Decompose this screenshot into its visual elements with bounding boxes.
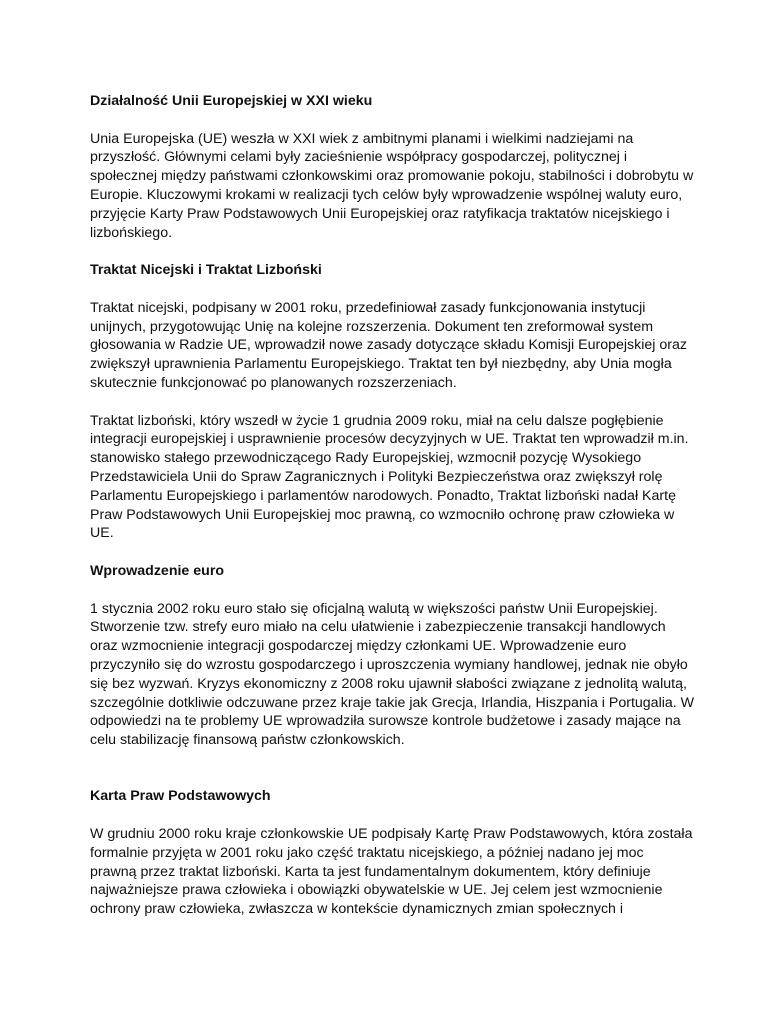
text-line: 1 stycznia 2002 roku euro stało się oficjalną walutą w większości państw Unii Europejskiej.	[90, 600, 658, 617]
text-line: ochrony praw człowieka, zwłaszcza w kontekście dynamicznych zmian społecznych i	[90, 901, 624, 918]
text-line: Traktat lizboński, który wszedł w życie 1 grudnia 2009 roku, miał na celu dalsze pogłębienie	[90, 412, 664, 429]
blank-line	[90, 769, 690, 788]
text-line: W grudniu 2000 roku kraje członkowskie UE podpisały Kartę Praw Podstawowych, która została	[90, 826, 693, 843]
text-line: stanowisko stałego przewodniczącego Rady Europejskiej, wzmocnił pozycję Wysokiego	[90, 450, 642, 467]
document-page	[90, 92, 695, 938]
text-line: formalnie przyjęta w 2001 roku jako część traktatu nicejskiego, a później nadano jej moc	[90, 844, 644, 861]
text-line: Traktat nicejski, podpisany w 2001 roku, przedefiniował zasady funkcjonowania instytucji	[90, 299, 646, 316]
text-line: Parlamentu Europejskiego i parlamentów narodowych. Ponadto, Traktat lizboński nadał Kartę	[90, 487, 676, 504]
text-line: unijnych, przygotowując Unię na kolejne rozszerzenia. Dokument ten zreformował system	[90, 318, 654, 335]
text-line: lizbońskiego.	[90, 224, 173, 241]
text-line: przyjęcie Karty Praw Podstawowych Unii Europejskiej oraz ratyfikacja traktatów nicejskiego i	[90, 205, 670, 222]
section-heading-charter: Karta Praw Podstawowych	[90, 788, 271, 805]
text-line: Przedstawiciela Unii do Spraw Zagranicznych i Polityki Bezpieczeństwa oraz zwiększył rolę	[90, 468, 663, 485]
text-line: UE.	[90, 525, 114, 542]
paragraph-lisbon-treaty	[90, 412, 690, 544]
text-line: Unia Europejska (UE) weszła w XXI wiek z ambitnymi planami i wielkimi nadziejami na	[90, 130, 634, 147]
section-heading-treaties: Traktat Nicejski i Traktat Lizboński	[90, 262, 322, 279]
text-line: celu stabilizację finansową państw członkowskich.	[90, 732, 405, 749]
text-line: oraz wzmocnienie integracji gospodarczej między członkami UE. Wprowadzenie euro	[90, 638, 627, 655]
text-line: prawną przez traktat lizboński. Karta ta jest fundamentalnym dokumentem, który definiuje	[90, 863, 651, 880]
text-line: przyszłość. Głównymi celami były zacieśnienie współpracy gospodarczej, politycznej i	[90, 149, 627, 166]
paragraph-charter	[90, 825, 693, 919]
text-line: najważniejsze prawa człowieka i obowiązki obywatelskie w UE. Jej celem jest wzmocnienie	[90, 882, 663, 899]
section-heading-euro: Wprowadzenie euro	[90, 562, 225, 579]
text-line: przyczyniło się do wzrostu gospodarczego i uproszczenia wymiany handlowej, jednak nie obyło	[90, 656, 688, 673]
paragraph-euro	[90, 600, 695, 750]
text-line: zwiększył uprawnienia Parlamentu Europejskiego. Traktat ten był niezbędny, aby Unia mogła	[90, 356, 672, 373]
text-line: skutecznie funkcjonować po planowanych rozszerzeniach.	[90, 374, 457, 391]
text-line: Praw Podstawowych Unii Europejskiej moc prawną, co wzmocniło ochronę praw człowieka w	[90, 506, 675, 523]
text-line: Stworzenie tzw. strefy euro miało na celu ułatwienie i zabezpieczenie transakcji handlowych	[90, 619, 666, 636]
text-line: się bez wyzwań. Kryzys ekonomiczny z 2008 roku ujawnił słabości związane z jednolitą walutą,	[90, 675, 687, 692]
text-line: głosowania w Radzie UE, wprowadził nowe zasady dotyczące składu Komisji Europejskiej oraz	[90, 337, 687, 354]
paragraph-eu-intro	[90, 130, 694, 243]
text-line: integracji europejskiej i usprawnienie procesów decyzyjnych w UE. Traktat ten wprowadził m.in.	[90, 431, 689, 448]
text-line: odpowiedzi na te problemy UE wprowadziła surowsze kontrole budżetowe i zasady mające na	[90, 713, 681, 730]
section-heading-eu-xxi: Działalność Unii Europejskiej w XXI wieku	[90, 93, 373, 109]
paragraph-nice-treaty	[90, 299, 690, 393]
text-line: szczególnie dotkliwie odczuwane przez kraje takie jak Grecja, Irlandia, Hiszpania i Portugalia. W	[90, 694, 695, 711]
text-line: Europie. Kluczowymi krokami w realizacji tych celów były wprowadzenie wspólnej waluty euro,	[90, 186, 683, 203]
text-line: społecznej między państwami członkowskimi oraz promowanie pokoju, stabilności i dobrobytu w	[90, 168, 694, 185]
